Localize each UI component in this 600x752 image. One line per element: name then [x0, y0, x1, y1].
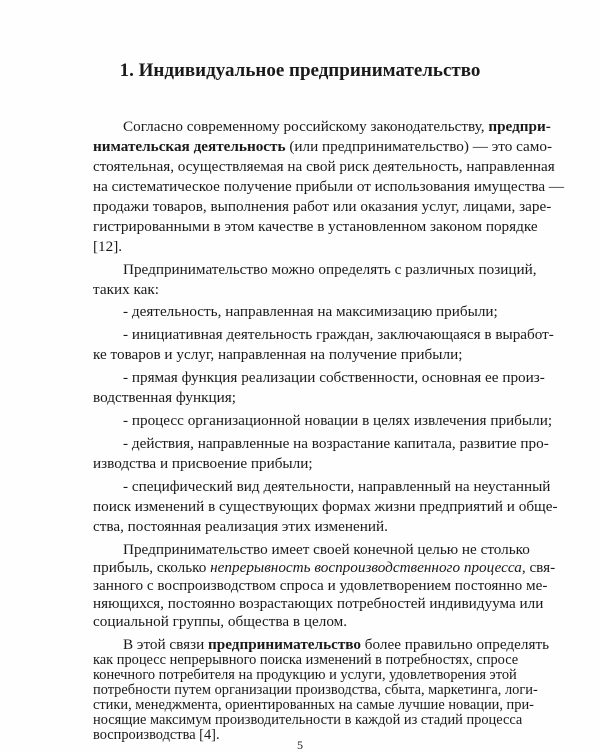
p3-line-4: няющихся, постоянно возрастающих потребностей индивидуума или — [93, 595, 544, 612]
p2-line-1: Предпринимательство можно определять с различных позиций, — [123, 261, 537, 278]
list-item-1: - деятельность, направленная на максимизацию прибыли; — [123, 303, 498, 320]
p3-text: прибыль, сколько — [93, 559, 211, 576]
p1-line-1 — [123, 117, 551, 137]
p4-text: более правильно определять — [361, 636, 550, 653]
p1-line-2 — [93, 137, 553, 157]
p3-line-3: занного с воспроизводством спроса и удовлетворением постоянно ме- — [93, 577, 548, 594]
p4-line-5: стики, менеджмента, ориентированных на самые лучшие новации, при- — [93, 697, 534, 713]
list-item-5-cont: изводства и присвоение прибыли; — [93, 455, 313, 472]
term-italic: непрерывность воспроизводственного процесса — [210, 559, 522, 576]
p4-line-7: воспроизводства [4]. — [93, 727, 220, 743]
list-item-3: - прямая функция реализации собственности, основная ее произ- — [123, 369, 545, 386]
p4-line-4: потребности путем организации производства, сбыта, маркетинга, логи- — [93, 682, 538, 698]
p4-line-6: носящие максимум производительности в каждой из стадий процесса — [93, 712, 523, 728]
list-item-4: - процесс организационной новации в целях извлечения прибыли; — [123, 412, 553, 429]
list-item-6: - специфический вид деятельности, направленный на неустанный — [123, 478, 551, 495]
list-item-2-cont: ке товаров и услуг, направленная на получение прибыли; — [93, 346, 463, 363]
list-item-5: - действия, направленные на возрастание капитала, развитие про- — [123, 435, 549, 452]
p3-line-2 — [93, 558, 556, 578]
p1-text: Согласно современному российскому законодательству, — [123, 118, 489, 135]
page-number: 5 — [297, 738, 303, 752]
p1-line-4: на систематическое получение прибыли от использования имущества — — [93, 178, 565, 195]
list-item-2: - инициативная деятельность граждан, заключающаяся в выработ- — [123, 326, 554, 343]
p2-line-2: таких как: — [93, 281, 159, 298]
p1-line-6: гистрированными в этом качестве в установленном законом порядке — [93, 218, 538, 235]
list-item-6-cont: поиск изменений в существующих формах жизни предприятий и обще- — [93, 498, 558, 515]
list-item-3-cont: водственная функция; — [93, 389, 236, 406]
section-heading: 1. Индивидуальное предпринимательство — [119, 60, 481, 81]
term-bold: предпринимательство — [208, 636, 361, 653]
p3-text: , свя- — [521, 559, 556, 576]
list-item-6-cont-2: ства, постоянная реализация этих изменений. — [93, 518, 388, 535]
p4-text: В этой связи — [123, 636, 209, 653]
p1-line-3: стоятельная, осуществляемая на свой риск деятельность, направленная — [93, 158, 555, 175]
p1-line-7: [12]. — [93, 238, 123, 255]
p4-line-3: конечного потребителя на продукцию и услуги, удовлетворения этой — [93, 667, 517, 683]
term-bold: предпри- — [488, 118, 551, 135]
p3-line-1: Предпринимательство имеет своей конечной целью не столько — [123, 541, 530, 558]
p4-line-2: как процесс непрерывного поиска изменений в потребностях, спросе — [93, 652, 519, 668]
term-bold: нимательская деятельность — [93, 138, 286, 155]
p1-text: (или предпринимательство) — это само- — [285, 138, 553, 155]
p1-line-5: продажи товаров, выполнения работ или оказания услуг, лицами, заре- — [93, 198, 552, 215]
p3-line-5: социальной группы, общества в целом. — [93, 613, 348, 630]
